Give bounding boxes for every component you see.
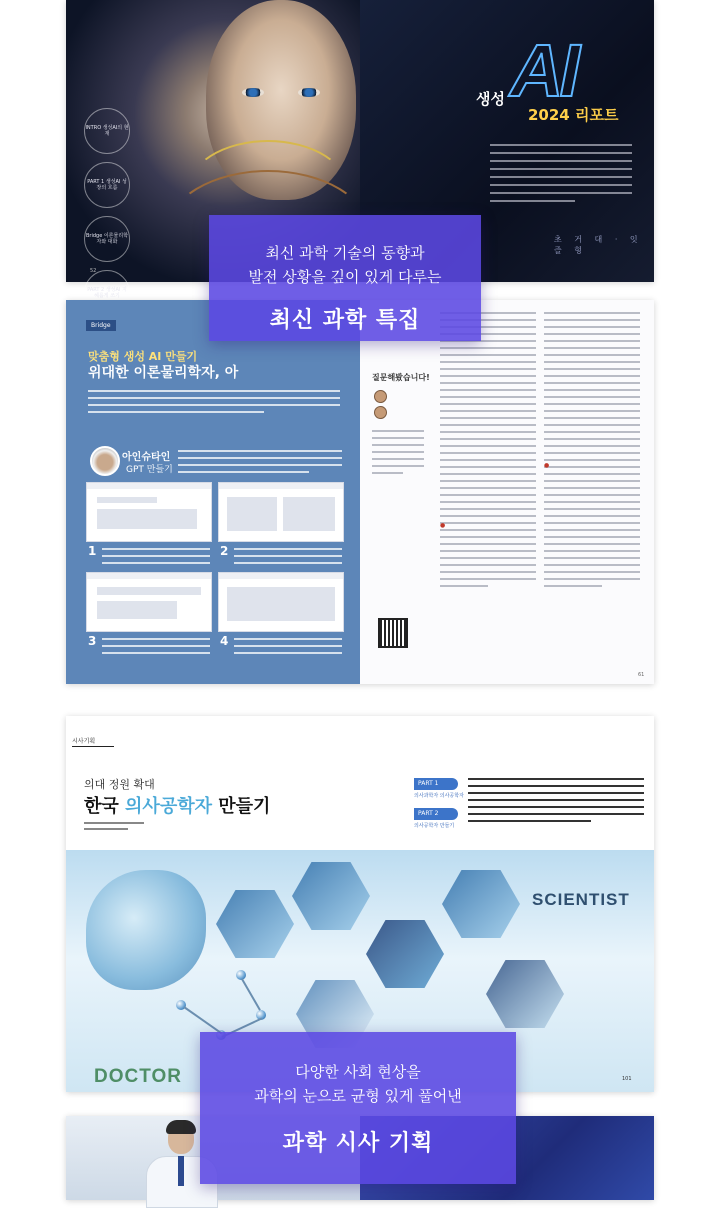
step-number: 1 bbox=[88, 544, 97, 558]
image-word-scientist: SCIENTIST bbox=[532, 890, 630, 909]
caption-line-1: 다양한 사회 현상을 bbox=[295, 1063, 421, 1081]
doctor-hair bbox=[166, 1120, 196, 1134]
ai-title-sub: 생성 bbox=[476, 90, 505, 108]
caption-line-2: 과학의 눈으로 균형 있게 풀어낸 bbox=[254, 1087, 462, 1105]
ai-title-year: 2024 리포트 bbox=[528, 106, 619, 124]
article-column-2 bbox=[544, 312, 640, 592]
article-title: 한국 의사공학자 만들기 bbox=[84, 796, 271, 817]
part-description: 의사공학자 만들기 bbox=[414, 823, 455, 829]
section-menu-item: INTRO 생성AI의 현재 bbox=[84, 108, 130, 154]
einstein-name: 아인슈타인 bbox=[122, 452, 171, 463]
android-right-eye bbox=[298, 88, 320, 97]
article-body-text bbox=[88, 390, 340, 418]
step-text bbox=[234, 548, 342, 569]
article-lead-text bbox=[468, 778, 644, 827]
sidebar-question: 질문해봤습니다! bbox=[372, 373, 430, 382]
hexagon-photo bbox=[442, 870, 520, 938]
sidebar-text bbox=[372, 430, 424, 479]
highlight-heading: ● bbox=[440, 522, 446, 529]
feature-caption-science bbox=[209, 215, 481, 341]
step-number: 3 bbox=[88, 634, 97, 648]
caption-line-2: 발전 상황을 깊이 있게 다루는 bbox=[248, 268, 442, 286]
article-intro-text bbox=[490, 144, 632, 208]
caption-line-1: 최신 과학 기술의 동향과 bbox=[265, 244, 425, 262]
part-description: 의사과학자 의사공학자 bbox=[414, 793, 464, 799]
feature-caption-current-affairs bbox=[200, 1032, 516, 1184]
molecule-bond bbox=[241, 979, 261, 1011]
step-number: 2 bbox=[220, 544, 229, 558]
caption-title: 최신 과학 특집 bbox=[269, 308, 421, 333]
author-strip: 초 거 대 · 잇 즐 형 bbox=[554, 235, 643, 255]
article-column-1 bbox=[440, 312, 536, 592]
section-kicker: Bridge bbox=[86, 320, 116, 331]
section-menu-item: PART 2 생성AI 지혜롭게 쓰기 bbox=[84, 270, 130, 316]
section-kicker: 시사기획 bbox=[72, 736, 114, 747]
part-badge: PART 2 bbox=[414, 808, 458, 820]
avatar bbox=[374, 390, 387, 403]
hexagon-photo bbox=[486, 960, 564, 1028]
hexagon-photo bbox=[216, 890, 294, 958]
einstein-subtitle: GPT 만들기 bbox=[126, 465, 173, 475]
screenshot-step-3 bbox=[86, 572, 212, 632]
bridge-left-page bbox=[66, 300, 360, 684]
einstein-avatar bbox=[90, 446, 120, 476]
page-number: 52 bbox=[90, 268, 97, 274]
step-number: 4 bbox=[220, 634, 229, 648]
caption-title: 과학 시사 기획 bbox=[282, 1131, 434, 1156]
qr-code bbox=[378, 618, 408, 648]
screenshot-step-2 bbox=[218, 482, 344, 542]
einstein-desc-text bbox=[178, 450, 342, 478]
doctor-tie bbox=[178, 1156, 184, 1186]
android-left-eye bbox=[242, 88, 264, 97]
screenshot-step-4 bbox=[218, 572, 344, 632]
avatar bbox=[374, 406, 387, 419]
screenshot-step-1 bbox=[86, 482, 212, 542]
page-number: 61 bbox=[638, 672, 645, 678]
page-number: 101 bbox=[622, 1076, 632, 1082]
magazine-spread-bridge bbox=[66, 300, 654, 684]
part-badge: PART 1 bbox=[414, 778, 458, 790]
step-text bbox=[234, 638, 342, 659]
article-subtitle: 의대 정원 확대 bbox=[84, 778, 155, 791]
highlight-heading: ● bbox=[544, 462, 550, 469]
article-subtitle: 맞춤형 생성 AI 만들기 bbox=[88, 350, 198, 363]
section-menu-item: PART 1 생성AI 성장의 흐름 bbox=[84, 162, 130, 208]
ai-title: AI bbox=[510, 29, 576, 112]
molecule-bond bbox=[183, 1006, 222, 1034]
article-credit bbox=[84, 822, 144, 830]
bridge-right-page bbox=[360, 300, 654, 684]
hexagon-photo bbox=[366, 920, 444, 988]
image-word-doctor: DOCTOR bbox=[94, 1066, 182, 1087]
step-text bbox=[102, 638, 210, 659]
section-menu bbox=[84, 108, 144, 324]
article-title: 위대한 이론물리학자, 아 bbox=[88, 365, 239, 381]
hexagon-photo bbox=[292, 862, 370, 930]
step-text bbox=[102, 548, 210, 569]
section-menu-item: Bridge 이론물리학자와 대화 bbox=[84, 216, 130, 262]
gloved-hand-image bbox=[86, 870, 206, 990]
